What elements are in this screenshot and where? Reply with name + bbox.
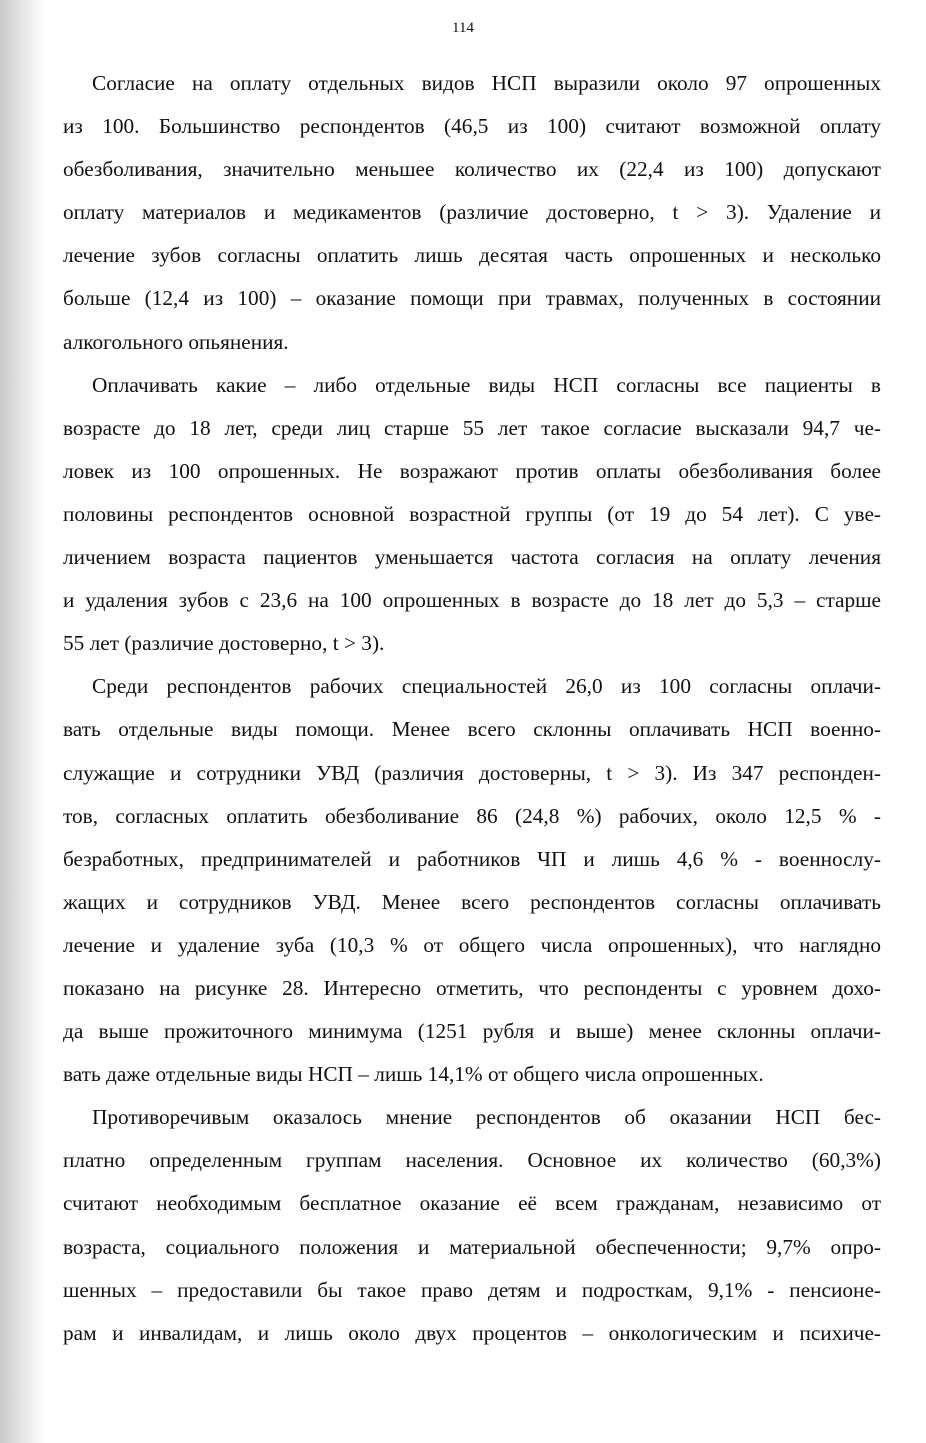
text-line: 55 лет (различие достоверно, t > 3). xyxy=(63,631,385,656)
text-line: возраста, социального положения и материальной обеспеченности; 9,7% опро- xyxy=(63,1234,881,1259)
text-line: больше (12,4 из 100) – оказание помощи при травмах, полученных в состоянии xyxy=(63,286,881,311)
text-line: из 100. Большинство респондентов (46,5 из 100) считают возможной оплату xyxy=(63,114,881,139)
text-line: лечение и удаление зуба (10,3 % от общего числа опрошенных), что наглядно xyxy=(63,932,881,957)
text-line: рам и инвалидам, и лишь около двух процентов – онкологическим и психиче- xyxy=(63,1320,881,1345)
scan-shadow-edge xyxy=(0,0,46,1443)
text-line: Противоречивым оказалось мнение респондентов об оказании НСП бес- xyxy=(92,1105,881,1130)
text-line: шенных – предоставили бы такое право детям и подросткам, 9,1% - пенсионе- xyxy=(63,1277,881,1302)
text-line: оплату материалов и медикаментов (различие достоверно, t > 3). Удаление и xyxy=(63,200,881,225)
text-line: ловек из 100 опрошенных. Не возражают против оплаты обезболивания более xyxy=(63,458,881,483)
text-line: Оплачивать какие – либо отдельные виды НСП согласны все пациенты в xyxy=(92,372,881,397)
text-line: считают необходимым бесплатное оказание её всем гражданам, независимо от xyxy=(63,1191,881,1216)
text-line: тов, согласных оплатить обезболивание 86 (24,8 %) рабочих, около 12,5 % - xyxy=(63,803,881,828)
text-line: половины респондентов основной возрастной группы (от 19 до 54 лет). С уве- xyxy=(63,501,881,526)
text-line: вать даже отдельные виды НСП – лишь 14,1% от общего числа опрошенных. xyxy=(63,1062,764,1087)
text-line: жащих и сотрудников УВД. Менее всего респондентов согласны оплачивать xyxy=(63,889,881,914)
text-line: да выше прожиточного минимума (1251 рубля и выше) менее склонны оплачи- xyxy=(63,1019,881,1044)
text-line: вать отдельные виды помощи. Менее всего склонны оплачивать НСП военно- xyxy=(63,717,881,742)
page-number: 114 xyxy=(452,20,474,36)
text-line: алкогольного опьянения. xyxy=(63,329,289,354)
text-line: служащие и сотрудники УВД (различия достоверны, t > 3). Из 347 респонден- xyxy=(63,760,881,785)
text-line: возрасте до 18 лет, среди лиц старше 55 лет такое согласие высказали 94,7 че- xyxy=(63,415,881,440)
text-line: Среди респондентов рабочих специальностей 26,0 из 100 согласны оплачи- xyxy=(92,674,881,699)
text-line: платно определенным группам населения. Основное их количество (60,3%) xyxy=(63,1148,881,1173)
text-line: Согласие на оплату отдельных видов НСП выразили около 97 опрошенных xyxy=(92,71,881,95)
text-line: безработных, предпринимателей и работников ЧП и лишь 4,6 % - военнослу- xyxy=(63,846,881,871)
text-line: личением возраста пациентов уменьшается частота согласия на оплату лечения xyxy=(63,545,881,570)
text-line: лечение зубов согласны оплатить лишь десятая часть опрошенных и несколько xyxy=(63,243,881,268)
text-line: показано на рисунке 28. Интересно отметить, что респонденты с уровнем дохо- xyxy=(63,975,881,1000)
text-line: и удаления зубов с 23,6 на 100 опрошенных в возрасте до 18 лет до 5,3 – старше xyxy=(63,588,881,613)
body-text xyxy=(63,62,881,1355)
text-line: обезболивания, значительно меньшее количество их (22,4 из 100) допускают xyxy=(63,157,881,182)
